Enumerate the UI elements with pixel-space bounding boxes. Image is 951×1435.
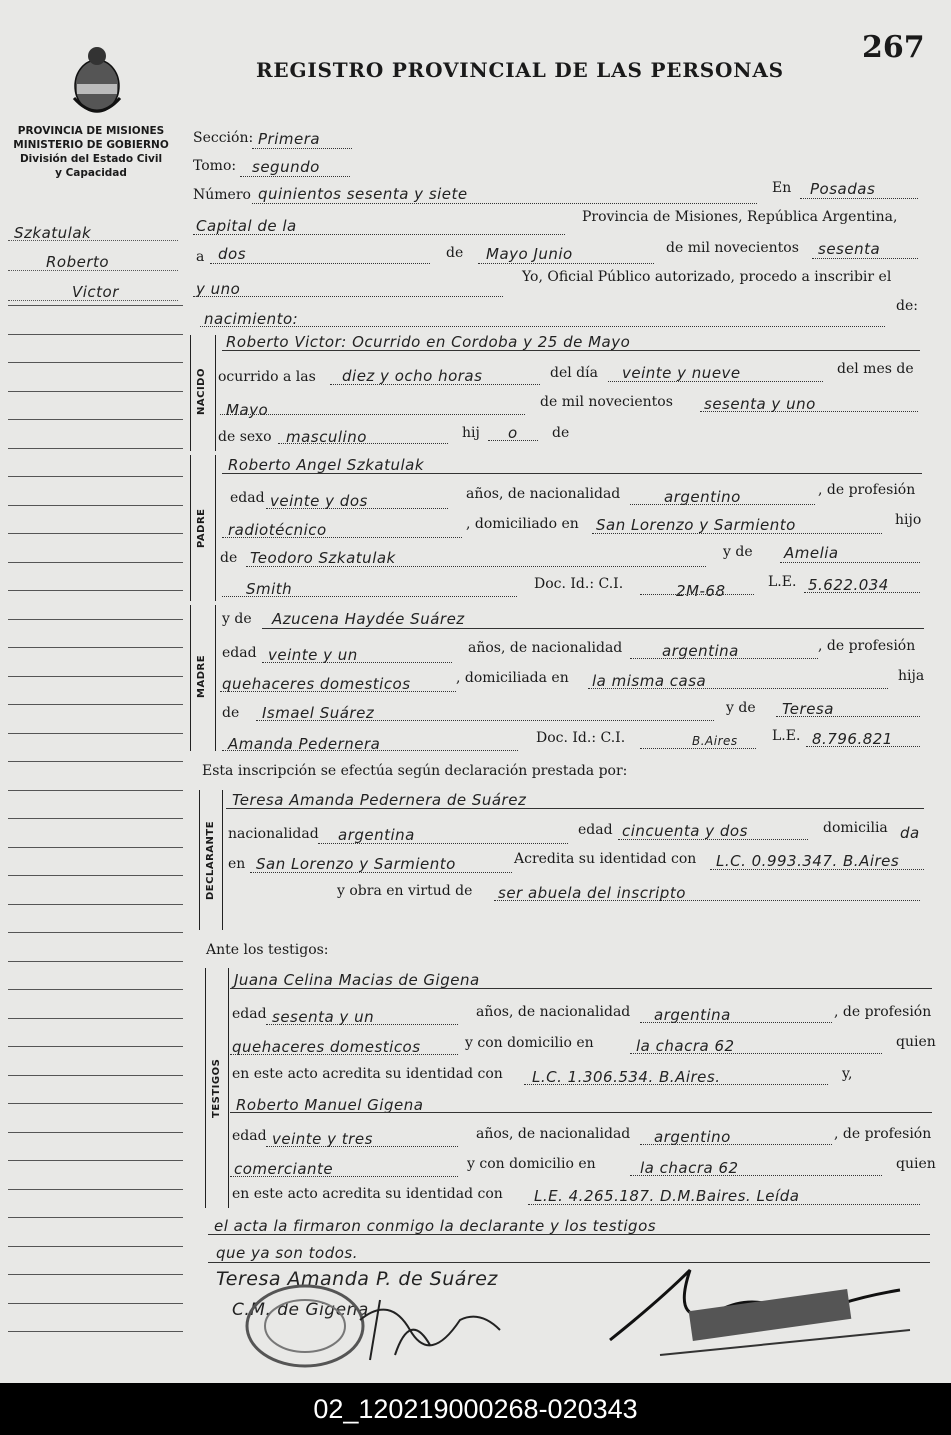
margin-rule-line (8, 1189, 183, 1190)
margin-second-name: Victor (72, 283, 119, 301)
abuela-materna-apellido: Amanda Pedernera (228, 735, 381, 753)
hijo-label: hijo (895, 512, 922, 528)
mes-nac-value: Mayo (226, 401, 269, 419)
tomo-value: segundo (252, 158, 320, 176)
de-colon-label: de: (896, 298, 918, 314)
margin-rule-line (8, 619, 183, 620)
testigo2-nacionalidad: argentino (654, 1128, 731, 1146)
margin-rule-line (8, 562, 183, 563)
margin-rule-line (8, 505, 183, 506)
margin-rule-line (8, 1160, 183, 1161)
padre-dom-label: , domiciliado en (466, 516, 579, 532)
en-label: En (772, 180, 792, 196)
agency-line: PROVINCIA DE MISIONES (17, 125, 165, 137)
margin-rule-line (8, 847, 183, 848)
declarante-nombre: Teresa Amanda Pedernera de Suárez (232, 791, 527, 809)
madre-nac-label: años, de nacionalidad (468, 640, 623, 656)
madre-nacionalidad: argentina (662, 642, 739, 660)
madre-prof-label: , de profesión (818, 638, 916, 654)
testigo1-dom-label: y con domicilio en (465, 1035, 594, 1051)
margin-rule-line (8, 300, 178, 301)
padre-y-de-label: y de (723, 544, 753, 560)
madre-y-de-label: y de (222, 611, 252, 627)
nacido-section-label: NACIDO (196, 368, 207, 415)
agency-line: y Capacidad (55, 167, 127, 179)
declarante-dom-pre: da (900, 824, 920, 842)
y-label: y, (842, 1066, 853, 1082)
mil-nac-label: de mil novecientos (540, 394, 673, 410)
hija-label: hija (898, 668, 925, 684)
abuelo-materno: Ismael Suárez (262, 704, 375, 722)
padre-edad-label: edad (230, 490, 265, 506)
testigo2-nombre: Roberto Manuel Gigena (236, 1096, 424, 1114)
testigo1-identidad: L.C. 1.306.534. B.Aires. (532, 1068, 721, 1086)
madre-y-de-label-2: y de (726, 700, 756, 716)
madre-le: 8.796.821 (812, 730, 893, 748)
margin-rule-line (8, 818, 183, 819)
declarante-virtud: ser abuela del inscripto (498, 884, 686, 902)
padre-section-label: PADRE (196, 508, 207, 548)
official-signature-icon (350, 1290, 510, 1370)
declarante-identidad: L.C. 0.993.347. B.Aires (716, 852, 900, 870)
margin-rule-line (8, 1046, 183, 1047)
margin-rule-line (8, 1246, 183, 1247)
padre-domicilio: San Lorenzo y Sarmiento (596, 516, 796, 534)
madre-edad-label: edad (222, 645, 257, 661)
margin-rule-line (8, 875, 183, 876)
margin-surname: Szkatulak (14, 224, 92, 242)
testigo2-edad: veinte y tres (272, 1130, 373, 1148)
testigo2-profesion: comerciante (234, 1160, 334, 1178)
margin-rule-line (8, 476, 183, 477)
abuela-materna: Teresa (782, 700, 834, 718)
testigo2-dom-label: y con domicilio en (467, 1156, 596, 1172)
margin-rule-line (8, 1075, 183, 1076)
hij-label: hij (462, 425, 480, 441)
oficial-text: Yo, Oficial Público autorizado, procedo a inscribir el (522, 269, 892, 285)
acto-value: nacimiento: (204, 310, 299, 328)
agency-header (6, 124, 176, 180)
margin-rule-line (8, 1217, 183, 1218)
testigo1-nacionalidad: argentina (654, 1006, 731, 1024)
hij-suffix: o (508, 424, 518, 442)
numero-label: Número (193, 187, 251, 203)
page-number: 267 (862, 30, 925, 65)
sexo-label: de sexo (218, 429, 272, 445)
declarante-section-label: DECLARANTE (205, 820, 216, 900)
testigo2-quien-label: quien (896, 1156, 936, 1172)
seccion-label: Sección: (193, 130, 254, 146)
del-mes-label: del mes de (837, 361, 914, 377)
testigo1-quien-label: quien (896, 1034, 936, 1050)
margin-rule-line (8, 270, 178, 271)
margin-rule-line (8, 1132, 183, 1133)
en-value: Posadas (810, 180, 876, 198)
signature-testigo: C.M. de Gigena (232, 1300, 369, 1320)
testigo1-profesion: quehaceres domesticos (232, 1038, 421, 1056)
margin-rule-line (8, 761, 183, 762)
margin-rule-line (8, 1018, 183, 1019)
anio-value: sesenta (818, 240, 881, 258)
madre-de-label: de (222, 705, 240, 721)
testigo1-edad: sesenta y un (272, 1008, 375, 1026)
sexo-value: masculino (286, 428, 367, 446)
testigo1-nac-label: años, de nacionalidad (476, 1004, 631, 1020)
testigo1-edad-label: edad (232, 1006, 267, 1022)
padre-nombre: Roberto Angel Szkatulak (228, 456, 425, 474)
declarante-en-label: en (228, 856, 246, 872)
dia-value: dos (218, 245, 247, 263)
declarante-edad: cincuenta y dos (622, 822, 748, 840)
margin-rule-line (8, 704, 183, 705)
testigos-section-label: TESTIGOS (211, 1058, 222, 1118)
madre-section-label: MADRE (196, 654, 207, 698)
testigo1-nombre: Juana Celina Macias de Gigena (234, 971, 480, 989)
abuela-paterna-apellido: Smith (246, 580, 293, 598)
madre-edad: veinte y un (268, 646, 358, 664)
madre-profesion: quehaceres domesticos (222, 675, 411, 693)
testigo1-domicilio: la chacra 62 (636, 1037, 735, 1055)
madre-doc-label: Doc. Id.: C.I. (536, 730, 626, 746)
anio-nac-value: sesenta y uno (704, 395, 816, 413)
padre-doc: 2M-68 (676, 582, 726, 600)
abuela-paterna: Amelia (784, 544, 839, 562)
margin-rule-line (8, 1103, 183, 1104)
margin-rule-line (8, 334, 183, 335)
hora-value: diez y ocho horas (342, 367, 483, 385)
padre-edad: veinte y dos (270, 492, 368, 510)
madre-dom-label: , domiciliada en (456, 670, 569, 686)
testigo2-prof-label: , de profesión (834, 1126, 932, 1142)
signature-declarante: Teresa Amanda P. de Suárez (216, 1268, 498, 1290)
tomo-label: Tomo: (193, 158, 237, 174)
padre-doc-label: Doc. Id.: C.I. (534, 576, 624, 592)
padre-le: 5.622.034 (808, 576, 889, 594)
mes-value: Mayo Junio (486, 245, 573, 263)
padre-profesion: radiotécnico (228, 521, 327, 539)
capital-value: Capital de la (196, 217, 297, 235)
declarante-dom-label: domicilia (823, 820, 888, 836)
margin-rule-line (8, 419, 183, 420)
acredita-label: Acredita su identidad con (514, 851, 697, 867)
testigos-intro: Ante los testigos: (206, 942, 329, 958)
registrar-signature-stamp-icon (600, 1260, 920, 1370)
margin-rule-line (8, 533, 183, 534)
footer-caption: 02_120219000268-020343 (0, 1383, 951, 1435)
seccion-value: Primera (258, 130, 321, 148)
madre-le-label: L.E. (772, 728, 801, 744)
document-title: REGISTRO PROVINCIAL DE LAS PERSONAS (256, 58, 784, 82)
testigo2-domicilio: la chacra 62 (640, 1159, 739, 1177)
margin-rule-line (8, 989, 183, 990)
madre-nombre: Azucena Haydée Suárez (272, 610, 465, 628)
margin-rule-line (8, 362, 183, 363)
margin-rule-line (8, 448, 183, 449)
margin-rule-line (8, 790, 183, 791)
declarante-nacionalidad: argentina (338, 826, 415, 844)
margin-rule-line (8, 240, 178, 241)
testigo1-acredita-label: en este acto acredita su identidad con (232, 1066, 503, 1082)
margin-rule-line (8, 676, 183, 677)
padre-de-label: de (220, 550, 238, 566)
margin-rule-line (8, 1303, 183, 1304)
anio-continuation: y uno (196, 280, 241, 298)
abuelo-paterno: Teodoro Szkatulak (250, 549, 396, 567)
mil-label: de mil novecientos (666, 240, 799, 256)
declarante-domicilio: San Lorenzo y Sarmiento (256, 855, 456, 873)
padre-nacionalidad: argentino (664, 488, 741, 506)
obra-label: y obra en virtud de (337, 883, 473, 899)
agency-line: División del Estado Civil (19, 153, 163, 165)
testigo2-acredita-label: en este acto acredita su identidad con (232, 1186, 503, 1202)
declaracion-text: Esta inscripción se efectúa según declaración prestada por: (202, 763, 628, 779)
ocurrido-label: ocurrido a las (218, 369, 316, 385)
margin-rule-line (8, 590, 183, 591)
madre-domicilio: la misma casa (592, 672, 707, 690)
declarante-edad-label: edad (578, 822, 613, 838)
margin-rule-line (8, 391, 183, 392)
numero-value: quinientos sesenta y siete (258, 185, 468, 203)
del-dia-label: del día (550, 365, 598, 381)
a-label: a (196, 249, 205, 265)
declarante-nac-label: nacionalidad (228, 826, 319, 842)
margin-rule-line (8, 1274, 183, 1275)
agency-line: MINISTERIO DE GOBIERNO (13, 139, 169, 151)
nacido-nombre: Roberto Victor: Ocurrido en Cordoba y 25 de Mayo (226, 333, 631, 351)
testigo2-edad-label: edad (232, 1128, 267, 1144)
closing-line-2: que ya son todos. (216, 1244, 358, 1262)
padre-prof-label: , de profesión (818, 482, 916, 498)
coat-of-arms-icon (62, 42, 132, 122)
margin-rule-line (8, 904, 183, 905)
margin-rule-line (8, 932, 183, 933)
testigo2-identidad: L.E. 4.265.187. D.M.Baires. Leída (534, 1187, 800, 1205)
padre-nac-label: años, de nacionalidad (466, 486, 621, 502)
testigo1-prof-label: , de profesión (834, 1004, 932, 1020)
margin-rule-line (8, 733, 183, 734)
madre-doc: B.Aires (692, 734, 738, 748)
margin-rule-line (8, 647, 183, 648)
margin-rule-line (8, 305, 183, 306)
margin-first-name: Roberto (46, 253, 110, 271)
de-nac-label: de (552, 425, 570, 441)
margin-rule-line (8, 961, 183, 962)
margin-rule-line (8, 1331, 183, 1332)
testigo2-nac-label: años, de nacionalidad (476, 1126, 631, 1142)
closing-line-1: el acta la firmaron conmigo la declarante y los testigos (214, 1217, 657, 1235)
provincia-text: Provincia de Misiones, República Argentina, (582, 209, 898, 225)
padre-le-label: L.E. (768, 574, 797, 590)
de-label: de (446, 245, 464, 261)
dia-nac-value: veinte y nueve (622, 364, 741, 382)
